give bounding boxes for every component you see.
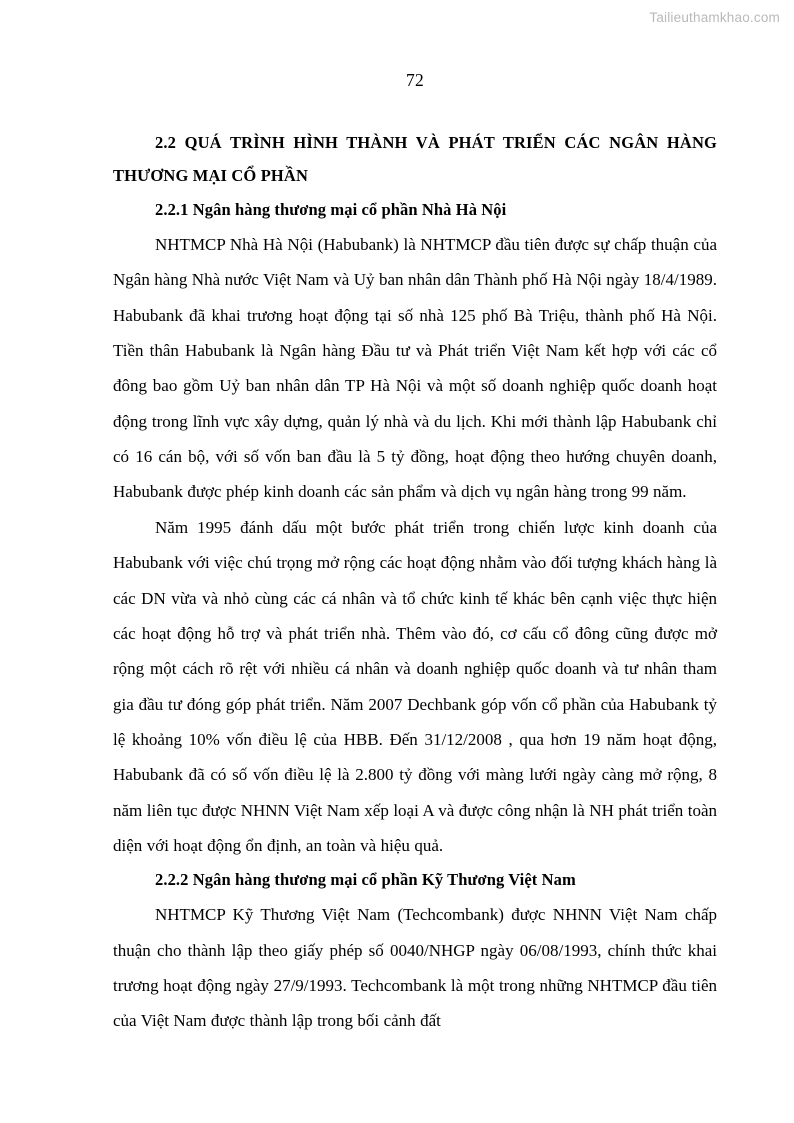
heading-section-2-2 bbox=[113, 126, 717, 194]
watermark-text: Tailieuthamkhao.com bbox=[649, 10, 780, 25]
paragraph-techcombank-overview: NHTMCP Kỹ Thương Việt Nam (Techcombank) được NHNN Việt Nam chấp thuận cho thành lập theo giấy phép số 0040/NHGP ngày 06/08/1993, chính thức khai trương hoạt động ngày 27/9/1993. Techcombank là một trong những NHTMCP đầu tiên của Việt Nam được thành lập trong bối cảnh đất bbox=[113, 905, 717, 1031]
heading-subsection-2-2-2: 2.2.2 Ngân hàng thương mại cổ phần Kỹ Thương Việt Nam bbox=[155, 870, 576, 890]
paragraph-habubank-development: Năm 1995 đánh dấu một bước phát triển trong chiến lược kinh doanh của Habubank với việc chú trọng mở rộng các hoạt động nhằm vào đối tượng khách hàng là các DN vừa và nhỏ cùng các cá nhân và tổ chức kinh tế khác bên cạnh việc thực hiện các hoạt động hỗ trợ và phát triển nhà. Thêm vào đó, cơ cấu cổ đông cũng được mở rộng một cách rõ rệt với nhiều cá nhân và doanh nghiệp quốc doanh và tư nhân tham gia đầu tư đóng góp phát triển. Năm 2007 Dechbank góp vốn cổ phần của Habubank tỷ lệ khoảng 10% vốn điều lệ của HBB. Đến 31/12/2008 , qua hơn 19 năm hoạt động, Habubank đã có số vốn điều lệ là 2.800 tỷ đồng với màng lưới ngày càng mở rộng, 8 năm liên tục được NHNN Việt Nam xếp loại A và được công nhận là NH phát triển toàn diện với hoạt động ổn định, an toàn và hiệu quả. bbox=[113, 517, 717, 856]
heading-section-2-2-text: 2.2 QUÁ TRÌNH HÌNH THÀNH VÀ PHÁT TRIỂN CÁC NGÂN HÀNG THƯƠNG MẠI CỔ PHẦN bbox=[113, 132, 717, 186]
paragraph-habubank-overview: NHTMCP Nhà Hà Nội (Habubank) là NHTMCP đầu tiên được sự chấp thuận của Ngân hàng Nhà nước Việt Nam và Uỷ ban nhân dân Thành phố Hà Nội ngày 18/4/1989. Habubank đã khai trương hoạt động tại số nhà 125 phố Bà Triệu, thành phố Hà Nội. Tiền thân Habubank là Ngân hàng Đầu tư và Phát triển Việt Nam kết hợp với các cổ đông bao gồm Uỷ ban nhân dân TP Hà Nội và một số doanh nghiệp quốc doanh hoạt động trong lĩnh vực xây dựng, quản lý nhà và du lịch. Khi mới thành lập Habubank chỉ có 16 cán bộ, với số vốn ban đầu là 5 tỷ đồng, hoạt động theo hướng chuyên doanh, Habubank được phép kinh doanh các sản phẩm và dịch vụ ngân hàng trong 99 năm. bbox=[113, 234, 717, 502]
page-number: 72 bbox=[405, 70, 425, 90]
page-content bbox=[113, 72, 717, 1039]
heading-subsection-2-2-1: 2.2.1 Ngân hàng thương mại cổ phần Nhà Hà Nội bbox=[155, 200, 507, 220]
